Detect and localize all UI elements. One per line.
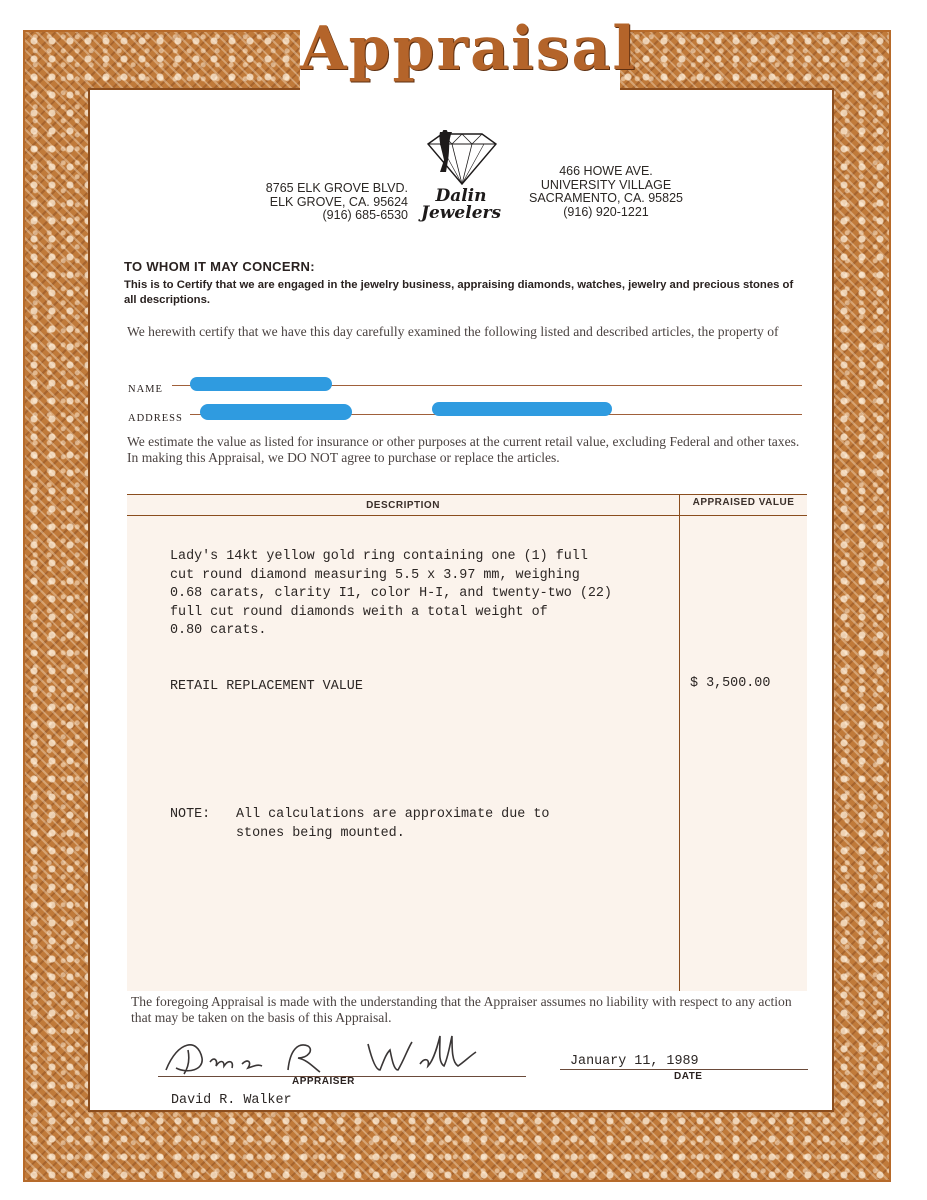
appraiser-name: David R. Walker [171, 1093, 292, 1108]
column-divider [679, 495, 680, 991]
date-line [560, 1069, 808, 1070]
appraised-value-header: APPRAISED VALUE [680, 495, 807, 516]
note-text: All calculations are approximate due to stones being mounted. [236, 807, 550, 841]
right-address-phone: (916) 920-1221 [563, 204, 649, 219]
name-redaction [190, 377, 332, 391]
herewith-statement: We herewith certify that we have this day carefully examined the following listed and described articles, the property of [127, 324, 779, 339]
appraiser-signature [158, 1030, 518, 1080]
salutation: TO WHOM IT MAY CONCERN: [124, 259, 315, 274]
left-store-address [240, 182, 408, 223]
date-label: DATE [674, 1071, 703, 1082]
retail-replacement-value: $ 3,500.00 [690, 676, 771, 691]
right-address-line-3: SACRAMENTO, CA. 95825 [529, 191, 683, 205]
right-address-line-1: 466 HOWE AVE. [559, 164, 653, 178]
description-header: DESCRIPTION [127, 495, 679, 516]
brand-line-1: Dalin [435, 186, 487, 206]
brand-line-2: Jewelers [420, 203, 502, 223]
name-label: NAME [128, 384, 163, 395]
page-title: Appraisal [300, 14, 638, 84]
right-store-address [516, 165, 696, 219]
diamond-logo-icon [418, 130, 506, 186]
estimate-statement: We estimate the value as listed for insurance or other purposes at the current retail value, excluding Federal and other taxes. In making this Appraisal, we DO NOT agree to purchase or replace the articles. [127, 434, 800, 465]
left-address-line-2: ELK GROVE, CA. 95624 [269, 194, 408, 209]
liability-statement: The foregoing Appraisal is made with the understanding that the Appraiser assumes no liability with respect to any action that may be taken on the basis of this Appraisal. [131, 994, 792, 1025]
right-address-line-2: UNIVERSITY VILLAGE [540, 177, 672, 192]
item-description: Lady's 14kt yellow gold ring containing one (1) full cut round diamond measuring 5.5 x 3.97 mm, weighing 0.68 carats, clarity I1, color H-I, and twenty-two (22) full cut round diamonds weith a total weight of 0.80 carats. [170, 549, 612, 638]
certify-statement: This is to Certify that we are engaged in the jewelry business, appraising diamonds, watches, jewelry and precious stones of all descriptions. [124, 279, 794, 306]
retail-replacement-label: RETAIL REPLACEMENT VALUE [170, 679, 363, 694]
address-label: ADDRESS [128, 413, 183, 424]
note-label: NOTE: [170, 807, 211, 822]
left-address-phone: (916) 685-6530 [322, 208, 408, 222]
left-address-line-1: 8765 ELK GROVE BLVD. [265, 181, 408, 195]
address-redaction-1 [200, 404, 352, 420]
appraisal-date: January 11, 1989 [570, 1054, 699, 1069]
appraiser-label: APPRAISER [292, 1076, 355, 1087]
address-redaction-2 [432, 402, 612, 416]
brand-name [412, 188, 510, 222]
